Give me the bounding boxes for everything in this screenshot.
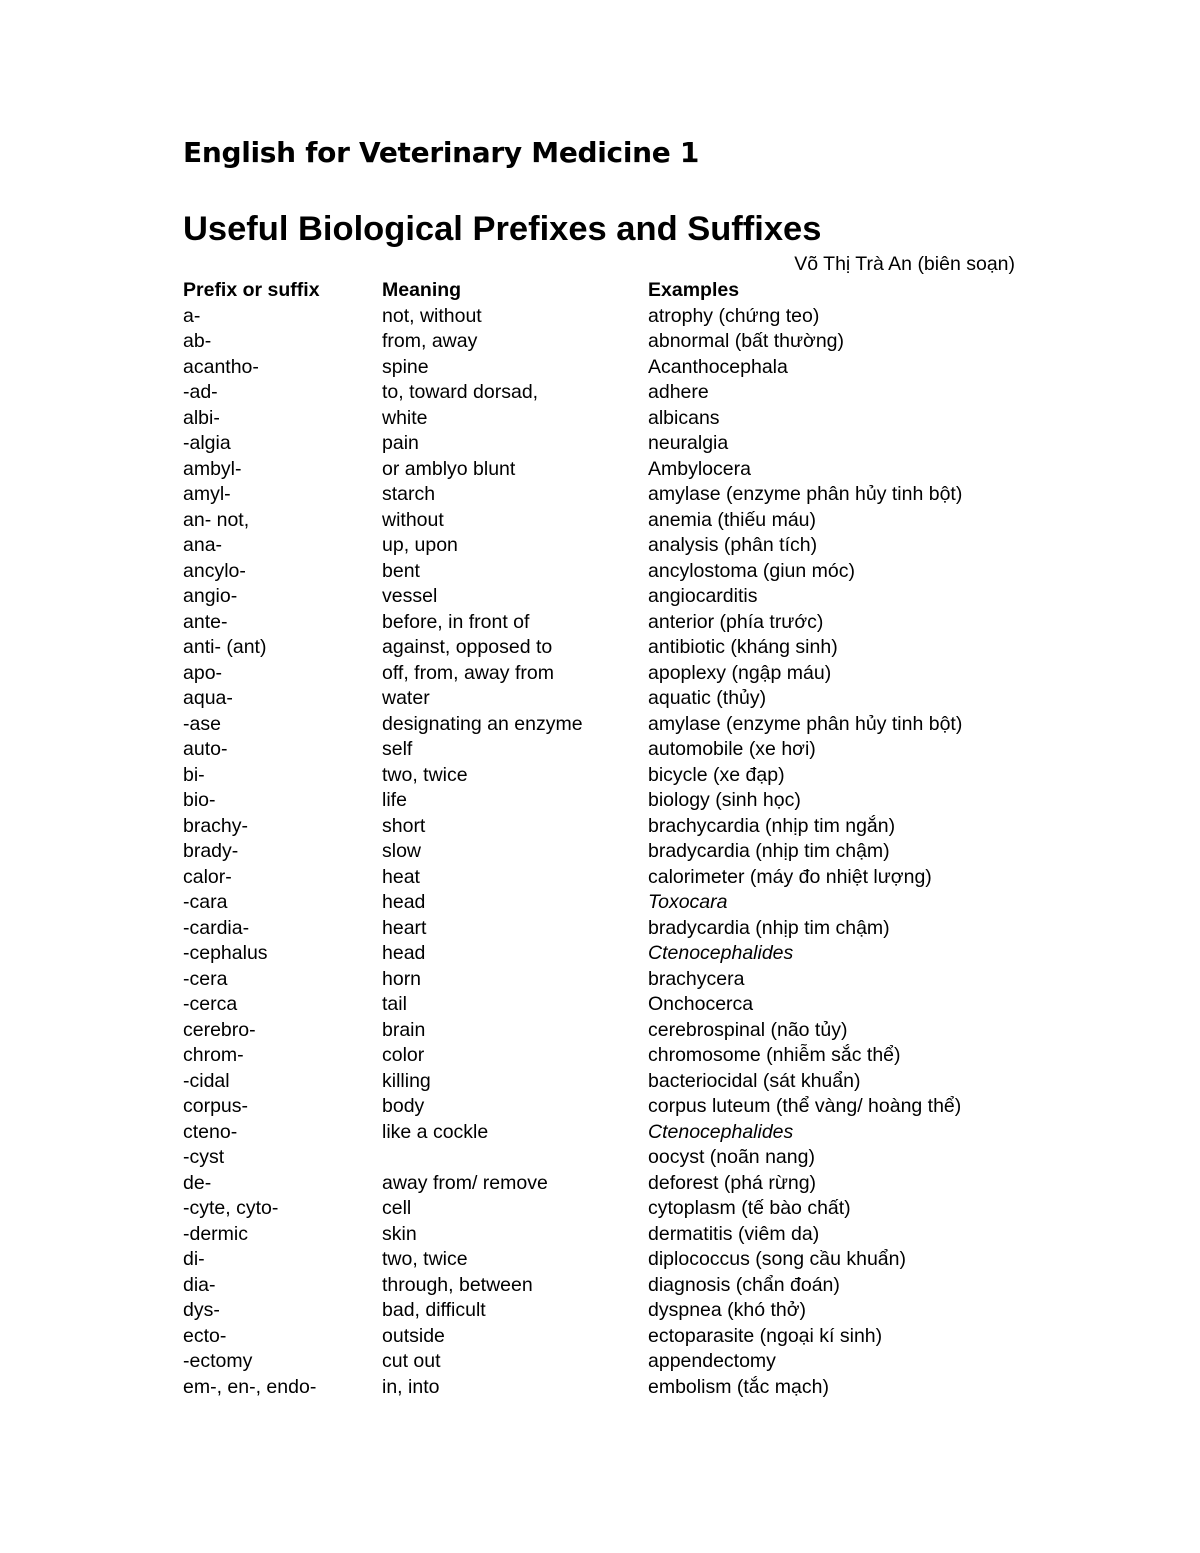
row-meaning: killing [382,1069,431,1092]
table-row [183,1069,1063,1095]
row-meaning: cut out [382,1350,441,1372]
row-meaning: self [382,738,413,760]
table-row [183,431,1063,457]
row-term: dia- [183,1273,216,1296]
table-row [183,1018,1063,1044]
row-meaning [382,1145,648,1171]
row-example: biology (sinh học) [648,789,801,811]
row-example: aquatic (thủy) [648,687,767,709]
row-example: anterior (phía trước) [648,610,824,633]
table-row [183,610,1063,636]
row-meaning: away from/ remove [382,1171,548,1194]
row-term: cerebro- [183,1018,256,1041]
author-credit: Võ Thị Trà An (biên soạn) [794,253,1015,275]
row-example: brachycera [648,967,745,990]
row-example: Acanthocephala [648,355,788,378]
row-meaning: color [382,1044,425,1066]
table-row [183,788,1063,814]
row-example: amylase (enzyme phân hủy tinh bột) [648,483,963,505]
table-row [183,686,1063,712]
row-term: em-, en-, endo- [183,1375,317,1398]
row-example: adhere [648,381,709,403]
row-meaning: spine [382,355,429,378]
row-example: automobile (xe hơi) [648,738,816,760]
row-term: cteno- [183,1120,238,1143]
row-term: a- [183,304,201,327]
row-example: dyspnea (khó thở) [648,1299,807,1321]
row-term: chrom- [183,1044,244,1066]
table-row [183,967,1063,993]
row-term: ambyl- [183,457,242,480]
row-example: chromosome (nhiễm sắc thể) [648,1044,901,1066]
row-term: -dermic [183,1222,249,1245]
row-term: -algia [183,432,231,454]
row-example: ancylostoma (giun móc) [648,559,855,582]
row-meaning: starch [382,483,436,505]
row-meaning: bent [382,559,420,582]
row-example: Onchocerca [648,993,754,1015]
row-example: angiocarditis [648,585,758,607]
row-term: -ad- [183,381,218,403]
row-example: calorimeter (máy đo nhiệt lượng) [648,865,932,888]
row-term: -cera [183,967,228,990]
row-meaning: from, away [382,330,478,352]
table-body [183,304,1063,1401]
row-example: apoplexy (ngập máu) [648,661,832,684]
row-example: antibiotic (kháng sinh) [648,636,838,658]
row-example: deforest (phá rừng) [648,1171,817,1194]
row-meaning: up, upon [382,534,458,556]
row-term: acantho- [183,355,259,378]
row-meaning: before, in front of [382,610,530,633]
page-title: Useful Biological Prefixes and Suffixes [183,210,822,248]
table-row [183,1222,1063,1248]
row-meaning: or amblyo blunt [382,457,516,480]
row-meaning: body [382,1095,425,1117]
table-row [183,635,1063,661]
table-row [183,1349,1063,1375]
table-row [183,712,1063,738]
row-meaning: in, into [382,1375,440,1398]
table-row [183,1375,1063,1401]
row-term: -cerca [183,993,238,1015]
row-meaning: without [382,508,444,531]
row-meaning: heat [382,865,420,888]
row-term: calor- [183,865,232,888]
row-term: anti- (ant) [183,636,267,658]
row-meaning: brain [382,1018,426,1041]
row-example: oocyst (noãn nang) [648,1146,815,1168]
table-row [183,992,1063,1018]
table-row [183,1120,1063,1146]
row-term: amyl- [183,483,231,505]
row-example: Toxocara [648,891,728,913]
row-example: abnormal (bất thường) [648,330,845,352]
table-row [183,380,1063,406]
row-example: corpus luteum (thể vàng/ hoàng thể) [648,1095,962,1117]
table-row [183,865,1063,891]
table-row [183,1145,1063,1171]
row-meaning: like a cockle [382,1120,489,1143]
row-term: aqua- [183,687,233,709]
row-term: -cyst [183,1146,225,1168]
row-term: ab- [183,330,212,352]
row-meaning: vessel [382,585,438,607]
table-row [183,482,1063,508]
course-title: English for Veterinary Medicine 1 [183,136,700,169]
table-row [183,661,1063,687]
row-term: ante- [183,610,228,633]
row-term: apo- [183,661,223,684]
row-meaning: through, between [382,1273,533,1296]
row-meaning: outside [382,1324,445,1347]
row-meaning: head [382,942,426,964]
table-row [183,916,1063,942]
row-meaning: off, from, away from [382,661,554,684]
table-row [183,355,1063,381]
table-row [183,559,1063,585]
row-example: bradycardia (nhịp tim chậm) [648,840,890,862]
row-example: bradycardia (nhịp tim chậm) [648,916,890,939]
table-row [183,533,1063,559]
row-meaning: cell [382,1197,412,1219]
row-meaning: skin [382,1222,417,1245]
row-meaning: head [382,891,426,913]
row-meaning: slow [382,840,422,862]
row-example: anemia (thiếu máu) [648,508,816,531]
row-term: -ase [183,712,221,735]
table-row [183,584,1063,610]
row-term: brady- [183,840,239,862]
row-example: cytoplasm (tế bào chất) [648,1197,851,1219]
row-term: -cardia- [183,916,250,939]
table-row [183,1094,1063,1120]
table-row [183,329,1063,355]
table-row [183,406,1063,432]
row-example: amylase (enzyme phân hủy tinh bột) [648,712,963,735]
row-meaning: horn [382,967,422,990]
table-header-row [183,278,1063,304]
row-term: bio- [183,789,216,811]
row-meaning: short [382,814,426,837]
table-row [183,814,1063,840]
row-term: brachy- [183,814,249,837]
row-example: diplococcus (song cầu khuẩn) [648,1248,906,1270]
table-row [183,737,1063,763]
table-row [183,890,1063,916]
table-row [183,941,1063,967]
table-row [183,1171,1063,1197]
row-meaning: tail [382,993,407,1015]
header-examples: Examples [648,279,740,301]
row-example: appendectomy [648,1350,776,1372]
row-term: -cidal [183,1069,230,1092]
row-term: ecto- [183,1324,227,1347]
row-term: angio- [183,585,238,607]
row-term: an- not, [183,508,250,531]
table-row [183,1324,1063,1350]
table-row [183,839,1063,865]
row-example: diagnosis (chẩn đoán) [648,1273,840,1296]
row-term: ancylo- [183,559,246,582]
row-term: -cyte, cyto- [183,1197,279,1219]
row-example: Ctenocephalides [648,1120,794,1143]
row-term: corpus- [183,1095,249,1117]
row-example: neuralgia [648,432,729,454]
row-meaning: water [382,687,430,709]
row-example: Ambylocera [648,457,751,480]
row-example: cerebrospinal (não tủy) [648,1018,848,1041]
row-term: albi- [183,406,220,429]
row-meaning: white [382,406,428,429]
row-example: Ctenocephalides [648,942,794,964]
header-meaning: Meaning [382,279,462,301]
table-row [183,1247,1063,1273]
row-example: brachycardia (nhịp tim ngắn) [648,814,896,837]
table-row [183,1298,1063,1324]
row-example: embolism (tắc mạch) [648,1375,829,1398]
table-row [183,304,1063,330]
row-meaning: heart [382,916,427,939]
row-term: di- [183,1248,205,1270]
row-meaning: against, opposed to [382,636,553,658]
table-row [183,508,1063,534]
row-example: ectoparasite (ngoại kí sinh) [648,1324,883,1347]
row-term: -cara [183,891,228,913]
row-term: -ectomy [183,1350,253,1372]
row-example: bacteriocidal (sát khuẩn) [648,1069,861,1092]
prefix-suffix-table [183,278,1063,1400]
row-meaning: bad, difficult [382,1299,486,1321]
row-term: auto- [183,738,228,760]
header-prefix-suffix: Prefix or suffix [183,279,320,301]
row-term: -cephalus [183,942,268,964]
table-row [183,1043,1063,1069]
row-meaning: life [382,789,407,811]
row-example: dermatitis (viêm da) [648,1222,820,1245]
row-meaning: to, toward dorsad, [382,381,539,403]
row-term: de- [183,1171,212,1194]
row-example: bicycle (xe đạp) [648,763,785,786]
row-term: bi- [183,763,205,786]
table-row [183,1273,1063,1299]
row-meaning: not, without [382,304,482,327]
table-row [183,457,1063,483]
row-meaning: designating an enzyme [382,712,583,735]
row-example: analysis (phân tích) [648,534,818,556]
row-example: atrophy (chứng teo) [648,304,820,327]
row-term: dys- [183,1299,220,1321]
row-meaning: two, twice [382,763,468,786]
row-meaning: two, twice [382,1248,468,1270]
table-row [183,763,1063,789]
row-example: albicans [648,406,720,429]
table-row [183,1196,1063,1222]
row-meaning: pain [382,432,419,454]
row-term: ana- [183,534,223,556]
